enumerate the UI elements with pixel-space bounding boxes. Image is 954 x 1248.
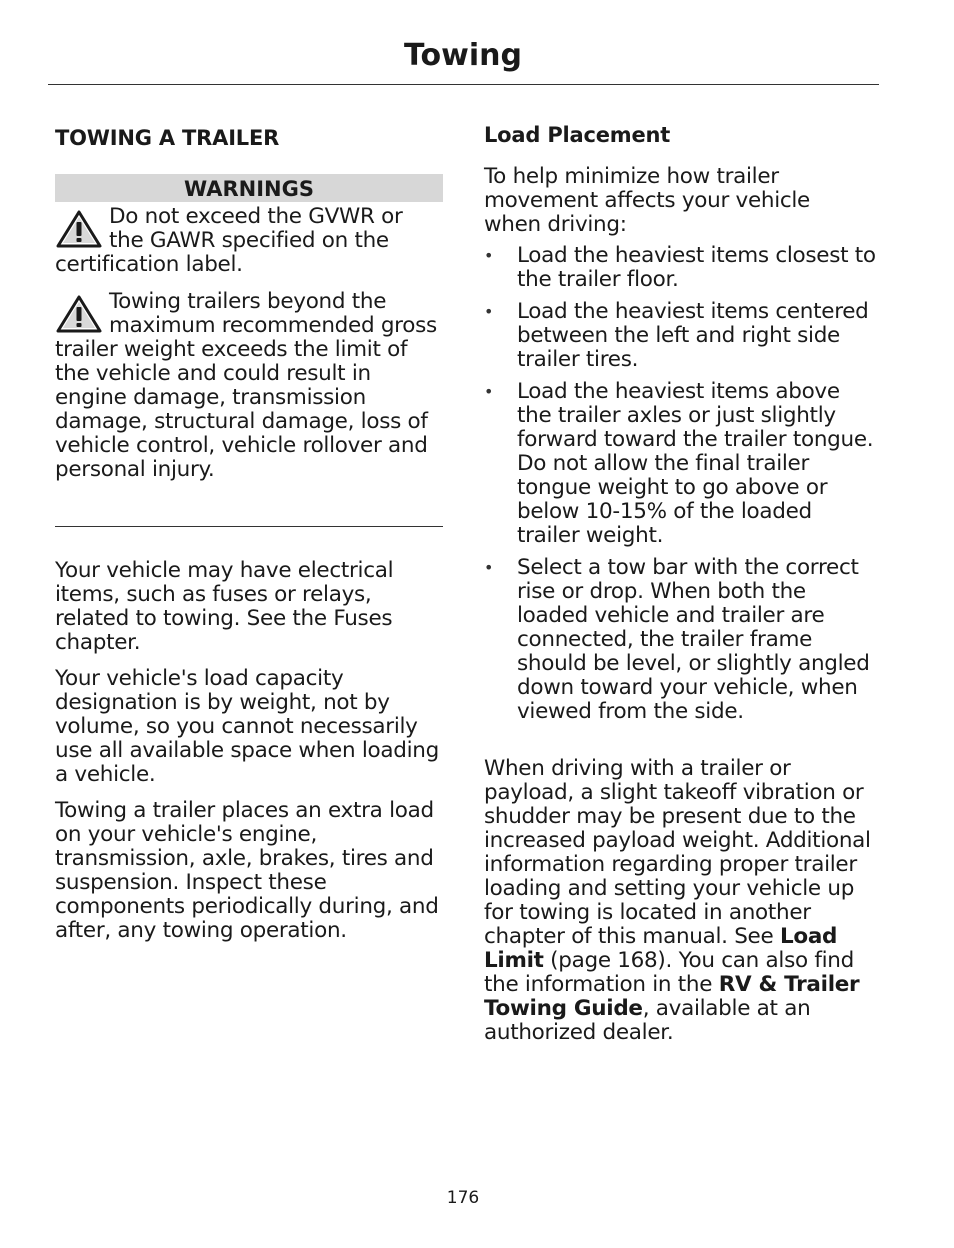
warning-triangle-icon	[55, 294, 103, 334]
list-item	[484, 380, 876, 548]
closing-text: (page 168). You can also find the information in the	[484, 948, 854, 997]
section-heading-load-placement: Load Placement	[484, 123, 671, 147]
list-item	[484, 244, 876, 292]
title-divider	[48, 84, 879, 85]
intro-paragraph: To help minimize how trailer movement affects your vehicle when driving:	[484, 164, 810, 237]
load-limit-link[interactable]: Load Limit	[484, 924, 838, 973]
page-number: 176	[446, 1188, 480, 1208]
bullet-icon: •	[484, 246, 494, 265]
list-item-text: Select a tow bar with the correct rise or drop. When both the loaded vehicle and trailer are connected, the trailer frame should be level, or slightly angled down toward your vehicle, when viewed from the side.	[517, 555, 870, 724]
paragraph: Your vehicle may have electrical items, such as fuses or relays, related to towing. See the Fuses chapter.	[55, 558, 394, 655]
closing-text: , available at an authorized dealer.	[484, 996, 811, 1045]
bullet-icon: •	[484, 382, 494, 401]
page-title: Towing	[404, 38, 522, 73]
warning-item	[55, 205, 443, 277]
list-item-text: Load the heaviest items centered between the left and right side trailer tires.	[517, 299, 869, 372]
list-item	[484, 556, 876, 724]
bullet-icon: •	[484, 302, 494, 321]
list-item-text: Load the heaviest items closest to the trailer floor.	[517, 243, 876, 292]
paragraph: Your vehicle's load capacity designation is by weight, not by volume, so you cannot necessarily use all available space when loading a vehicle.	[55, 666, 439, 787]
warning-text: Do not exceed the GVWR or the GAWR specified on the certification label.	[55, 204, 403, 277]
load-placement-list	[484, 244, 876, 724]
rv-trailer-guide-link[interactable]: RV & Trailer Towing Guide	[484, 972, 860, 1021]
closing-paragraph	[484, 757, 876, 1045]
warnings-header: WARNINGS	[55, 174, 443, 202]
section-divider	[55, 526, 443, 527]
bullet-icon: •	[484, 558, 494, 577]
list-item-text: Load the heaviest items above the trailer axles or just slightly forward toward the trailer tongue. Do not allow the final trailer tongue weight to go above or below 10-15% of the loaded trailer weight.	[517, 379, 874, 548]
warning-triangle-icon	[55, 209, 103, 249]
closing-text: When driving with a trailer or payload, a slight takeoff vibration or shudder may be present due to the increased payload weight. Additional information regarding proper trailer loading and setting your vehicle up for towing is located in another chapter of this manual. See	[484, 756, 871, 949]
warning-text: Towing trailers beyond the maximum recommended gross trailer weight exceeds the limit of the vehicle and could result in engine damage, transmission damage, structural damage, loss of vehicle control, vehicle rollover and personal injury.	[55, 289, 437, 482]
section-heading-towing-a-trailer: TOWING A TRAILER	[55, 126, 280, 150]
list-item	[484, 300, 876, 372]
paragraph: Towing a trailer places an extra load on your vehicle's engine, transmission, axle, brakes, tires and suspension. Inspect these components periodically during, and after, any towing operation.	[55, 798, 439, 943]
warning-item	[55, 290, 443, 482]
